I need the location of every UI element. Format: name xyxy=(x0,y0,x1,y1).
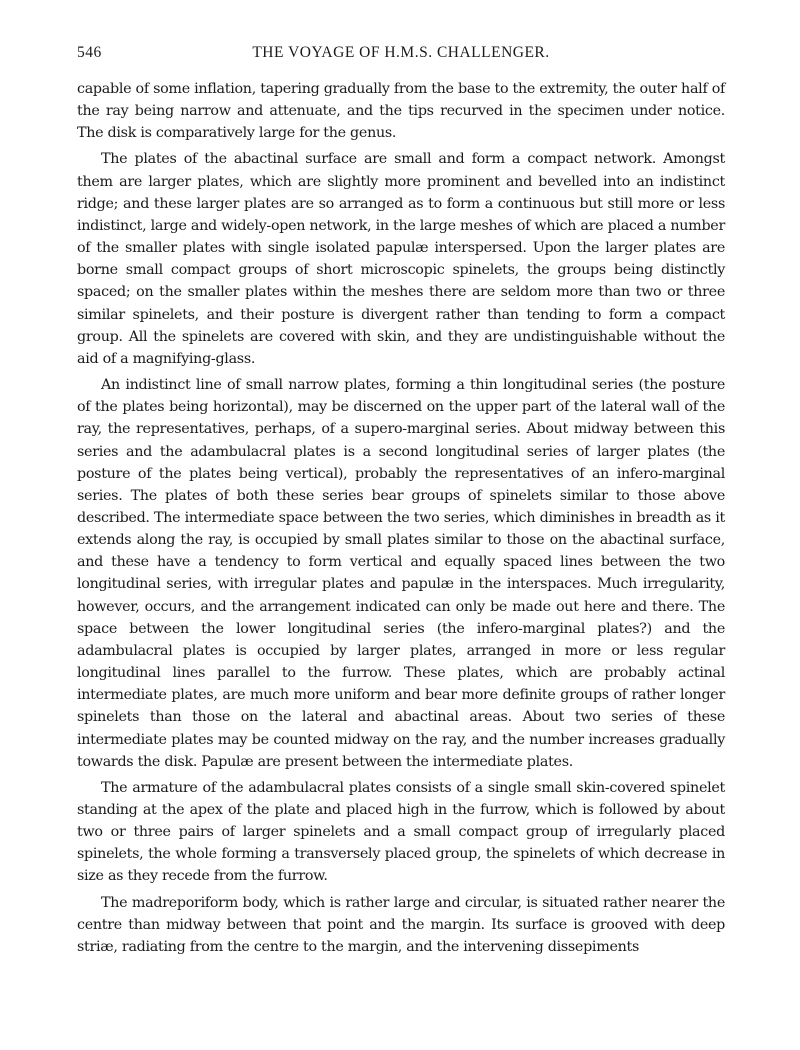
page-number: 546 xyxy=(77,44,102,61)
paragraph-adambulacral-armature: The armature of the adambulacral plates consists of a single small skin-covered spinelet standing at the apex of the plate and placed high in the furrow, which is followed by about two or three pairs of larger spinelets and a small compact group of irregularly placed spinelets, the whole forming a transversely placed group, the spinelets of which decrease in size as they recede from the furrow. xyxy=(77,779,725,885)
paragraph-continuation: capable of some inflation, tapering gradually from the base to the extremity, the outer half of the ray being narrow and attenuate, and the tips recurved in the specimen under notice. The disk is comparatively large for the genus. xyxy=(77,81,725,142)
body-text xyxy=(77,78,725,958)
running-title: THE VOYAGE OF H.M.S. CHALLENGER. xyxy=(252,44,550,61)
paragraph-marginal-series: An indistinct line of small narrow plates, forming a thin longitudinal series (the posture of the plates being horizontal), may be discerned on the upper part of the lateral wall of the ray, the representatives, perhaps, of a supero-marginal series. About midway between this series and the adambulacral plates is a second longitudinal series of larger plates (the posture of the plates being vertical), probably the representatives of an infero-marginal series. The plates of both these series bear groups of spinelets similar to those above described. The intermediate space between the two series, which diminishes in breadth as it extends along the ray, is occupied by small plates similar to those on the abactinal surface, and these have a tendency to form vertical and equally spaced lines between the two longitudinal series, with irregular plates and papulæ in the interspaces. Much irregularity, however, occurs, and the arrangement indicated can only be made out here and there. The space between the lower longitudinal series (the infero-marginal plates?) and the adambulacral plates is occupied by larger plates, arranged in more or less regular longitudinal lines parallel to the furrow. These plates, which are probably actinal intermediate plates, are much more uniform and bear more definite groups of rather longer spinelets than those on the lateral and abactinal areas. About two series of these intermediate plates may be counted midway on the ray, and the number increases gradually towards the disk. Papulæ are present between the intermediate plates. xyxy=(77,377,725,770)
paragraph-abactinal-plates: The plates of the abactinal surface are small and form a compact network. Amongst them are larger plates, which are slightly more prominent and bevelled into an indistinct ridge; and these larger plates are so arranged as to form a continuous but still more or less indistinct, large and widely-open network, in the large meshes of which are placed a number of the smaller plates with single isolated papulæ interspersed. Upon the larger plates are borne small compact groups of short microscopic spinelets, the groups being distinctly spaced; on the smaller plates within the meshes there are seldom more than two or three similar spinelets, and their posture is divergent rather than tending to form a compact group. All the spinelets are covered with skin, and they are undistinguishable without the aid of a magnifying-glass. xyxy=(77,151,725,367)
paragraph-madreporiform-body: The madreporiform body, which is rather large and circular, is situated rather nearer the centre than midway between that point and the margin. Its surface is grooved with deep striæ, radiating from the centre to the margin, and the intervening dissepiments xyxy=(77,894,725,955)
running-head xyxy=(77,44,725,66)
